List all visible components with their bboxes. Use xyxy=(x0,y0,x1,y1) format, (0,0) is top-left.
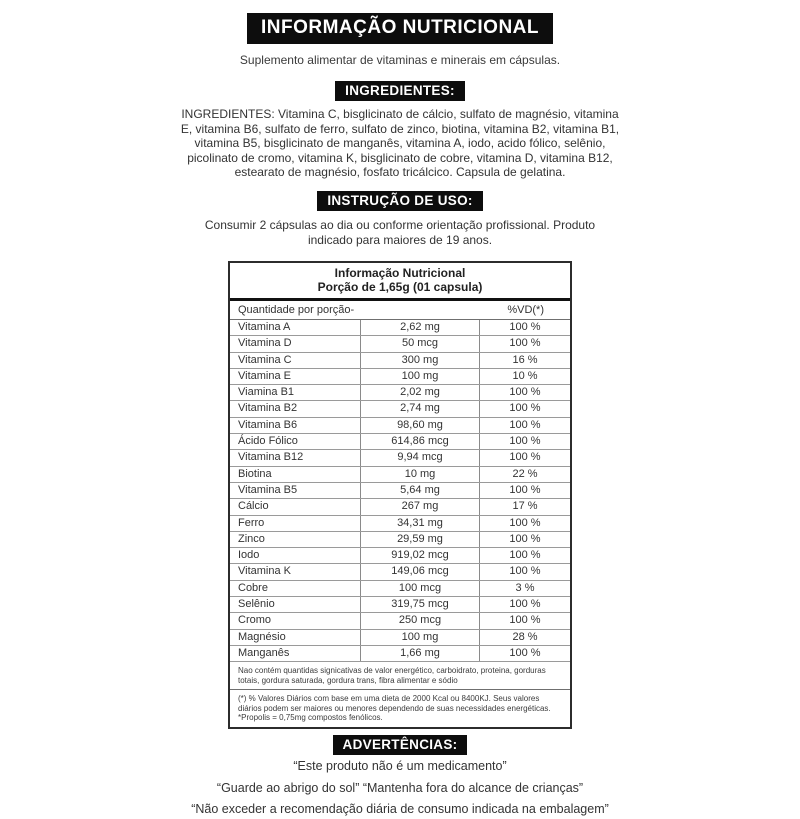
nutrient-name: Cálcio xyxy=(238,500,269,513)
nutrient-name: Ácido Fólico xyxy=(238,435,298,448)
usage-instructions-text: Consumir 2 cápsulas ao dia ou conforme orientação profissional. Produto indicado para maiores de 19 anos. xyxy=(204,217,596,247)
table-row xyxy=(230,467,570,483)
nutrient-amount: 614,86 mcg xyxy=(360,434,480,449)
nutrient-daily-value: 16 % xyxy=(512,353,538,366)
table-row xyxy=(230,581,570,597)
table-row xyxy=(230,434,570,450)
nutrient-name: Vitamina B6 xyxy=(238,418,298,431)
nutrient-name: Vitamina C xyxy=(238,353,292,366)
nutrient-name: Vitamina K xyxy=(238,565,291,578)
nutrient-name: Vitamina D xyxy=(238,337,292,350)
table-row xyxy=(230,385,570,401)
nutrient-amount: 2,62 mg xyxy=(360,320,480,335)
nutrient-amount: 98,60 mg xyxy=(360,418,480,433)
table-footnote-daily-values xyxy=(230,690,570,727)
table-row xyxy=(230,418,570,434)
table-row xyxy=(230,450,570,466)
nutrient-name: Magnésio xyxy=(238,630,286,643)
nutrient-amount: 100 mg xyxy=(360,630,480,645)
nutrient-amount: 300 mg xyxy=(360,353,480,368)
usage-instructions-banner: INSTRUÇÃO DE USO: xyxy=(317,191,482,211)
ingredients-banner: INGREDIENTES: xyxy=(335,81,465,101)
nutrient-amount: 100 mcg xyxy=(360,581,480,596)
nutrient-name: Vitamina A xyxy=(238,321,291,333)
table-title-block xyxy=(230,263,570,301)
table-row xyxy=(230,532,570,548)
nutrient-name: Vitamina B12 xyxy=(238,451,304,464)
table-row xyxy=(230,320,570,336)
column-header-quantity: Quantidade por porção- xyxy=(238,304,355,316)
nutrient-amount: 1,66 mg xyxy=(360,646,480,661)
table-serving-size: Porção de 1,65g (01 capsula) xyxy=(317,280,483,294)
nutrient-name: Vitamina E xyxy=(238,369,291,382)
nutrient-daily-value: 3 % xyxy=(515,581,535,594)
nutrient-amount: 50 mcg xyxy=(360,336,480,351)
table-row xyxy=(230,483,570,499)
table-footnote-no-significant-amounts: Nao contém quantidas signicativas de valor energético, carboidrato, proteina, gorduras totais, gordura saturada, gordura trans, fibra alimentar e sódio xyxy=(230,662,570,690)
nutrient-name: Cromo xyxy=(238,614,272,627)
nutrient-daily-value: 100 % xyxy=(509,386,541,399)
nutrient-amount: 2,02 mg xyxy=(360,385,480,400)
nutrient-amount: 10 mg xyxy=(360,467,480,482)
nutrient-amount: 919,02 mcg xyxy=(360,548,480,563)
table-row xyxy=(230,613,570,629)
table-row xyxy=(230,597,570,613)
warning-lines xyxy=(0,754,800,819)
nutrient-amount: 29,59 mg xyxy=(360,532,480,547)
nutrient-daily-value: 100 % xyxy=(509,532,541,545)
table-column-header-row xyxy=(230,301,570,320)
nutrient-amount: 9,94 mcg xyxy=(360,450,480,465)
nutrient-name: Zinco xyxy=(238,532,265,545)
table-row xyxy=(230,548,570,564)
nutrition-label-page xyxy=(0,13,800,816)
nutrient-daily-value: 100 % xyxy=(509,337,541,350)
nutrient-daily-value: 100 % xyxy=(509,483,541,496)
table-row xyxy=(230,369,570,385)
nutrient-name: Vitamina B2 xyxy=(238,402,298,415)
nutrient-amount: 149,06 mcg xyxy=(360,564,480,579)
nutrient-name: Viamina B1 xyxy=(238,386,295,399)
column-header-dv: %VD(*) xyxy=(507,304,544,316)
nutrition-facts-table xyxy=(228,261,572,729)
nutrient-daily-value: 22 % xyxy=(512,467,538,480)
nutrient-daily-value: 100 % xyxy=(509,418,541,431)
table-row xyxy=(230,336,570,352)
nutrient-daily-value: 100 % xyxy=(509,549,541,562)
nutrient-amount: 267 mg xyxy=(360,499,480,514)
nutrient-daily-value: 100 % xyxy=(509,565,541,578)
warning-keep-from-sun-and-children: “Guarde ao abrigo do sol” “Mantenha fora do alcance de crianças” xyxy=(216,780,584,795)
nutrient-daily-value: 100 % xyxy=(509,321,541,333)
nutrient-name: Selênio xyxy=(238,598,275,611)
table-row xyxy=(230,646,570,662)
nutrient-name: Vitamina B5 xyxy=(238,483,298,496)
nutrient-daily-value: 100 % xyxy=(509,646,541,659)
nutrient-amount: 2,74 mg xyxy=(360,401,480,416)
nutrient-name: Ferro xyxy=(238,516,265,529)
product-subtitle: Suplemento alimentar de vitaminas e minerais em cápsulas. xyxy=(239,53,561,67)
nutrient-daily-value: 100 % xyxy=(509,516,541,529)
table-title: Informação Nutricional xyxy=(334,266,466,280)
nutrient-amount: 34,31 mg xyxy=(360,516,480,531)
table-row xyxy=(230,630,570,646)
nutrient-amount: 100 mg xyxy=(360,369,480,384)
table-row xyxy=(230,353,570,369)
nutrient-name: Cobre xyxy=(238,581,268,594)
warning-do-not-exceed-dose: “Não exceder a recomendação diária de consumo indicada na embalagem” xyxy=(191,802,609,816)
table-row xyxy=(230,401,570,417)
nutrient-name: Biotina xyxy=(238,467,272,480)
table-row xyxy=(230,564,570,580)
warning-not-a-medicine: “Este produto não é um medicamento” xyxy=(293,759,507,773)
nutrient-amount: 5,64 mg xyxy=(360,483,480,498)
nutrient-daily-value: 100 % xyxy=(509,451,541,464)
table-row xyxy=(230,516,570,532)
nutrient-amount: 319,75 mcg xyxy=(360,597,480,612)
nutrient-daily-value: 100 % xyxy=(509,598,541,611)
nutrient-daily-value: 17 % xyxy=(512,500,538,513)
table-row xyxy=(230,499,570,515)
warnings-banner-wrap xyxy=(0,735,800,755)
nutrient-daily-value: 100 % xyxy=(509,435,541,448)
ingredients-paragraph: INGREDIENTES: Vitamina C, bisglicinato de cálcio, sulfato de magnésio, vitamina E, vitamina B6, sulfato de ferro, sulfato de zinco, biotina, vitamina B2, vitamina B1, vitamina B5, bisglicinato de manganês, vitamina A, iodo, acido fólico, selênio, picolinato de cromo, vitamina K, bisglicinato de cobre, vitamina D, vitamina B12, estearato de magnésio, fosfato tricálcico. Capsula de gelatina. xyxy=(180,107,620,179)
daily-values-note: (*) % Valores Diários com base em uma dieta de 2000 Kcal ou 8400KJ. Seus valores diários podem ser maiores ou menores dependendo de suas necessidades energéticas. xyxy=(238,694,551,713)
nutrient-name: Manganês xyxy=(238,646,290,659)
nutrient-amount: 250 mcg xyxy=(360,613,480,628)
nutrient-daily-value: 10 % xyxy=(512,369,538,382)
nutrient-rows xyxy=(230,320,570,662)
propolis-note: *Propolis = 0,75mg compostos fenólicos. xyxy=(238,713,383,723)
warnings-banner: ADVERTÊNCIAS: xyxy=(333,735,468,755)
nutrient-daily-value: 28 % xyxy=(512,630,538,643)
nutrient-name: Iodo xyxy=(238,549,260,562)
nutrient-daily-value: 100 % xyxy=(509,402,541,415)
main-title-banner: INFORMAÇÃO NUTRICIONAL xyxy=(247,13,553,44)
nutrient-daily-value: 100 % xyxy=(509,614,541,627)
